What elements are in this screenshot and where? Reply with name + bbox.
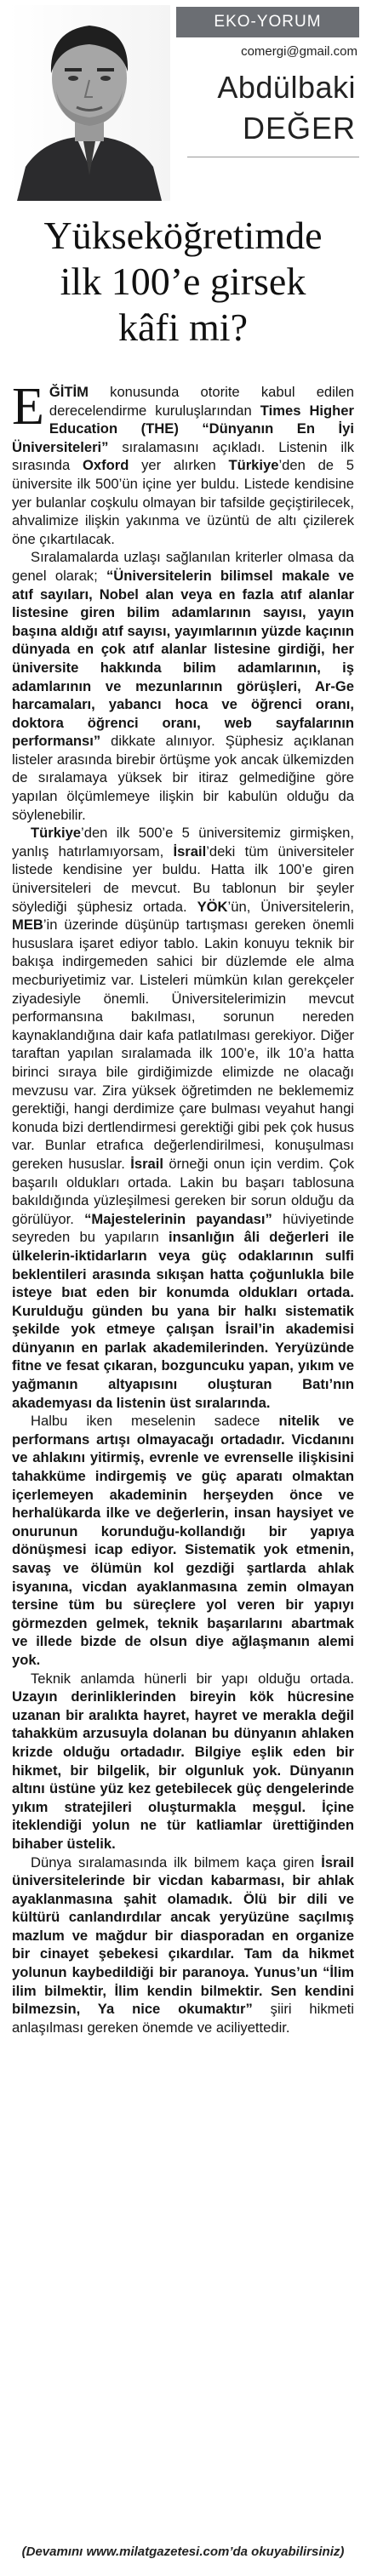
continue-reading-note: (Devamını www.milatgazetesi.com’da okuyabilirsiniz) — [21, 2545, 345, 2559]
article-paragraph: EĞİTİM konusunda otorite kabul edilen derecelendirme kuruluşlarından Times Higher Education (THE) “Dünyanın En İyi Üniversiteleri” sıralamasını açıkladı. Listenin ilk sırasında Oxford yer alırken Türkiye’den de 5 üniversite ilk 500’ün içine yer buldu. Listede kendisine yer bulanlar coşkulu olmayan bir tafsilde geçiştirilecek, ahvalimize ilişkin yakınma ve üzüntü de altı çizilerek öne çıkartılacak. — [12, 378, 354, 547]
article-paragraph: Sıralamalarda uzlaşı sağlanılan kriterler olmasa da genel olarak; “Üniversitelerin bilimsel makale ve atıf sayıları, Nobel alan veya en fazla atıf alanlar listesine giren bilim adamlarının sayısı, yayın başına aldığı atıf sayısı, yayımlarının yüzde kaçının dünyada en çok atıf alanlar listesine girdiği, her üniversite hakkında bilim adamlarının, iş adamlarının ve mezunlarının görüşleri, Ar-Ge harcamaları, yabancı hoca ve öğrenci oranı, doktora öğrenci oranı, web sayfalarının performansı” dikkate alınıyor. Şüphesiz açıklanan listeler arasında birebir örtüşme yok ancak ülkemizden de sıralamaya yüksek bir itiraz gelmediğine göre yapılan ölçümlemeye ilişkin bir kabulün olduğu da söylenebilir. — [12, 549, 354, 823]
article-paragraph: Halbu iken meselenin sadece nitelik ve performans artışı olmayacağı ortadadır. Vicdanını ve ahlakını yitirmiş, evrenle ve evrenselle ilişkisini tahakküme indirgemiş ve güç aparatı olmaktan içerlemeyen akademinin herşeyden önce ve herhalükarda ilke ve değerlerin, insan haysiyet ve onurunun korunduğu-kollandığı bir yapıya dönüşmesi icap ediyor. Sistematik yok etmenin, savaş ve ölümün kol gezdiği şartlarda ahlak isyanına, vicdan ayaklanmasına zemin olmayan tersine tüm bu süreçlere yol veren bir yapıyı görmezden gelmek, teknik başarılarını abartmak ve illede bizde de olsun diye ağlaşmanın alemi yok. — [12, 1413, 354, 1668]
drop-cap: E — [12, 378, 44, 436]
article-headline — [0, 213, 366, 351]
author-last-name: DEĞER — [242, 111, 356, 146]
author-photo — [9, 5, 170, 201]
article-body — [12, 378, 354, 2036]
author-email[interactable]: comergi@gmail.com — [241, 44, 357, 59]
headline-line: kâfi mi? — [118, 306, 248, 349]
article-paragraph: Teknik anlamda hünerli bir yapı olduğu ortada. Uzayın derinliklerinden bireyin kök hücresine uzanan bir aralıkta hayret, hayret ve merakla değil tahakküm arzusuyla dolanan bu dünyanın ahlaken krizde olduğu ortadadır. Bilgiye eşlik eden bir hikmet, bir bilgelik, bir olgunluk yok. Dünyanın altını üstüne yüz kez getebilecek güç dengelerinde yıkım stratejileri oluşturmakla meşgul. İçine iteklendiği yolun ne tür katliamlar ürettiğinden bihaber üstelik. — [12, 1670, 354, 1852]
author-first-name: Abdülbaki — [217, 70, 356, 105]
headline-line: Yükseköğretimde — [43, 214, 323, 257]
article-paragraph: Türkiye’den ilk 500’e 5 üniversitemiz girmişken, yanlış hatırlamıyorsam, İsrail’deki tüm üniversiteler listede kendisine yer buldu. Hatta ilk 100’e giren üniversiteleri de mevcut. Bu tablonun bir şeyler söylediği şüphesiz ortada. YÖK’ün, Üniversitelerin, MEB’in üzerinde düşünüp tartışması gereken önemli hususlara işaret ediyor tablo. Lakin konuyu teknik bir bakışa indirgemeden sahici bir düzlemde ele alma mecburiyetimiz var. Listeleri mümkün kılan gerekçeler ziyadesiyle önemli. Üniversitelerimizin mevcut performansına bakılması, sorunun nereden kaynaklandığına dair kafa patlatılması gerekiyor. Diğer taraftan yapılan sıralamada ilk 100’e, ilk 10’a hatta birinci sıraya bile girdiğimizde elimizde ne olacağı mevzusu var. Zira yüksek öğretimden ne beklememiz gerektiği, hangi derdimize çare bulması veyahut hangi konuda bizi dertlendirmesi gerektiği gibi pek çok husus var. Bunlar etrafıca değerlendirilmesi, konuşulması gereken hususlar. İsrail örneği onun için verdim. Çok başarılı oldukları ortada. Lakin bu başarı tablosuna bakıldığında yüzleşilmesi gereken bir sorun olduğu da görülüyor. “Majestelerinin payandası” hüviyetinde seyreden bu yapıların insanlığın âli değerleri ile ülkelerin-iktidarların veya güç odaklarının sulfi beklentileri arasında sıkışan hatta çoğunlukla bile isteye bıat eden bir konumda oldukları ortada. Kurulduğu günden bu yana bir halkı sistematik şekilde yok etmeye çalışan İsrail’in akademisi dünyanın en parlak akademilerinden. Yeryüzünde fitne ve fesat çıkaran, bozguncuku yapan, yıkım ve yağmanın altyapısını oluşturan Batı’nın akademyası da listenin üst sıralarında. — [12, 825, 354, 1411]
column-header — [0, 0, 366, 208]
column-section-label: EKO-YORUM — [176, 7, 359, 37]
headline-line: ilk 100’e girsek — [60, 260, 306, 303]
article-paragraph: Dünya sıralamasında ilk bilmem kaça giren İsrail üniversitelerinde bir vicdan kabarması, bir ahlak ayaklanmasına şahit olamadık. Ölü bir dili ve kültürü canlandırdılar ancak yeryüzüne saçılmış mazlum ve mağdur bir diasporadan en organize bir cinayet şebekesi çıkardılar. Tam da hikmet yolunun kaybedildiği bir paranoya. Yunus’un “İlim ilim bilmektir, İlim kendin bilmektir. Sen kendini bilmezsin, Ya nice okumaktır” şiiri hikmeti anlaşılması gereken önemde ve aciliyettedir. — [12, 1853, 354, 2036]
